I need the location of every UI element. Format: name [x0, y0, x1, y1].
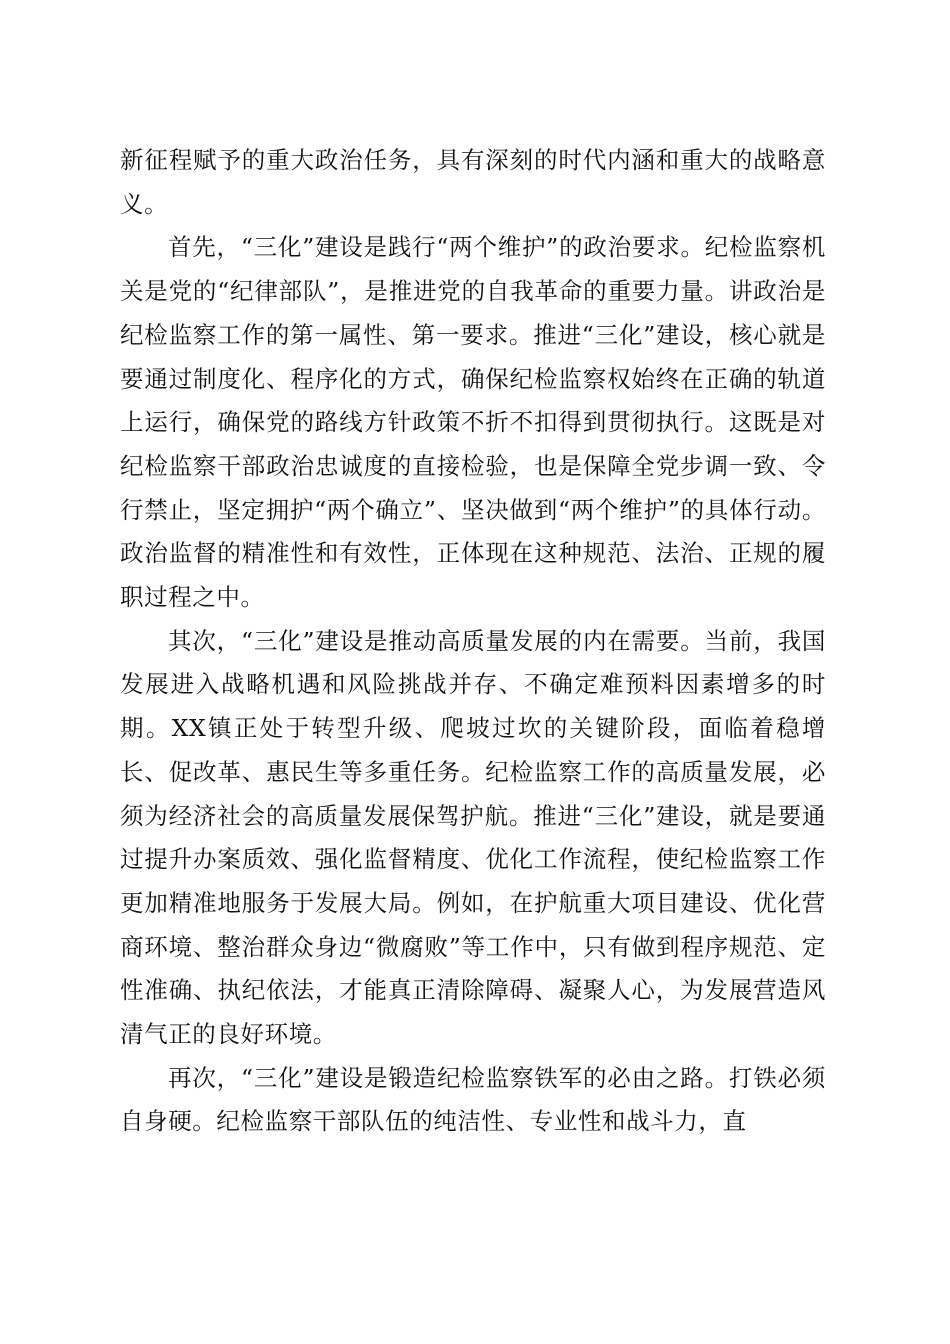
- paragraph-high-quality-development: 其次，“三化”建设是推动高质量发展的内在需要。当前，我国发展进入战略机遇和风险挑战并存、不确定难预料因素增多的时期。XX镇正处于转型升级、爬坡过坎的关键阶段，面临着稳增长、促改革、惠民生等多重任务。纪检监察工作的高质量发展，必须为经济社会的高质量发展保驾护航。推进“三化”建设，就是要通过提升办案质效、强化监督精度、优化工作流程，使纪检监察工作更加精准地服务于发展大局。例如，在护航重大项目建设、优化营商环境、整治群众身边“微腐败”等工作中，只有做到程序规范、定性准确、执纪依法，才能真正清除障碍、凝聚人心，为发展营造风清气正的良好环境。: [120, 626, 826, 1049]
- paragraph-political-requirement: 首先，“三化”建设是践行“两个维护”的政治要求。纪检监察机关是党的“纪律部队”，是推进党的自我革命的重要力量。讲政治是纪检监察工作的第一属性、第一要求。推进“三化”建设，核心就是要通过制度化、程序化的方式，确保纪检监察权始终在正确的轨道上运行，确保党的路线方针政策不折不扣得到贯彻执行。这既是对纪检监察干部政治忠诚度的直接检验，也是保障全党步调一致、令行禁止，坚定拥护“两个确立”、坚决做到“两个维护”的具体行动。政治监督的精准性和有效性，正体现在这种规范、法治、正规的履职过程之中。: [120, 233, 826, 612]
- paragraph-continuation: 新征程赋予的重大政治任务，具有深刻的时代内涵和重大的战略意义。: [120, 146, 826, 218]
- document-body: [120, 139, 826, 1144]
- paragraph-iron-army: 再次，“三化”建设是锻造纪检监察铁军的必由之路。打铁必须自身硬。纪检监察干部队伍的纯洁性、专业性和战斗力，直: [120, 1063, 826, 1136]
